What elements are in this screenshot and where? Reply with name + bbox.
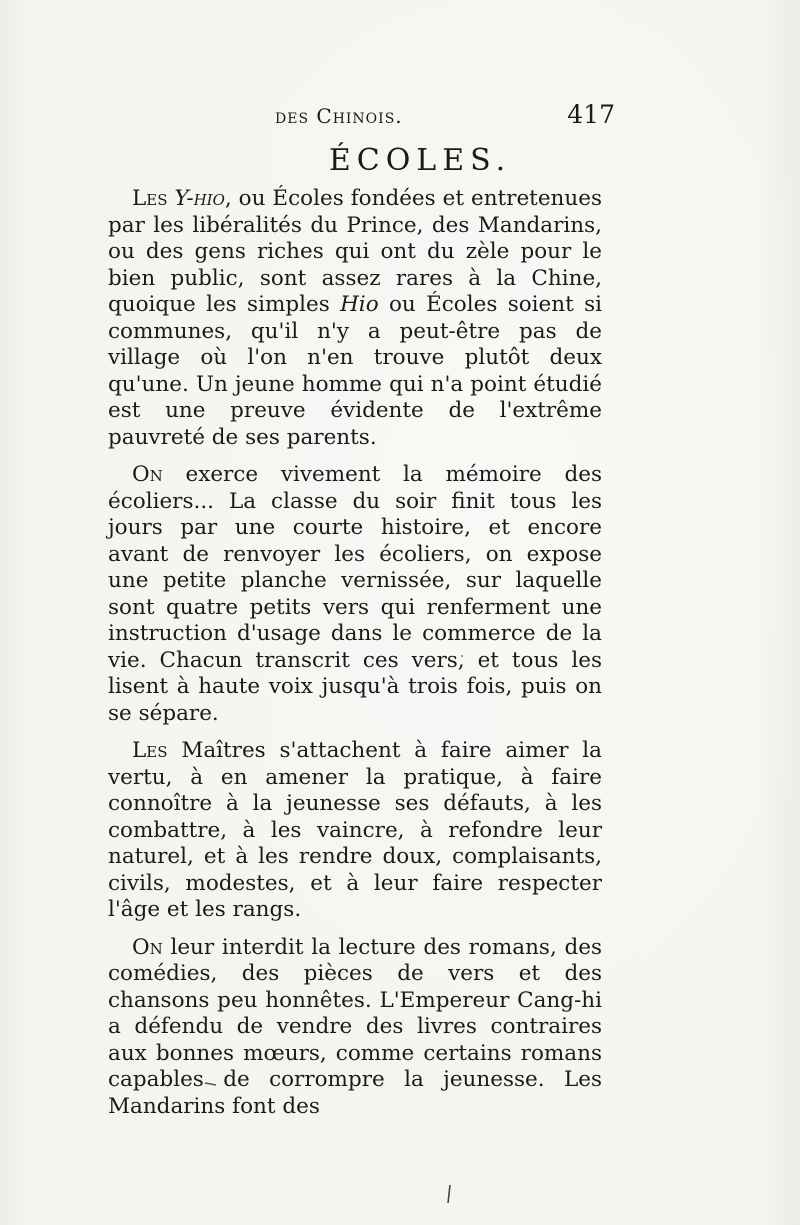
running-head-title: des Chinois. [275,104,403,128]
section-title: ÉCOLES. [328,143,512,178]
paragraph-lead: Les [132,186,168,211]
paragraph-text: ou Écoles soient si communes, qu'il n'y a peut-être pas de village où l'on n'en trouve plutôt deux qu'une. Un jeune homme qui n'a point étudié est une preuve évidente de l'extrême pauvreté de ses parents. [108,292,603,450]
ink-speck [448,1185,450,1203]
paragraph-lead: On [132,934,163,960]
italic-term: Hio [340,292,379,317]
paragraph-text: Maîtres s'attachent à faire aimer la vertu, à en amener la pratique, à faire connoître à la jeunesse ses défauts, à les combattre, à les vaincre, à refondre leur naturel, et à les rendre doux, complaisants, civils, modestes, et à leur faire respecter l'âge et les rangs. [108,738,602,922]
paragraph-lead: On [132,462,163,487]
paragraph [108,462,602,727]
running-head [255,100,615,130]
paragraph [108,738,602,924]
paragraph [108,186,602,451]
paragraph-text: leur interdit la lecture des romans, des comédies, des pièces de vers et des chansons peu honnêtes. L'Empereur Cang-hi a défendu de vendre des livres contraires aux bonnes mœurs, comme certains romans capables de corrompre la jeunesse. Les Mandarins font des [108,934,602,1119]
italic-term: Y-hio [174,186,225,211]
body-text [108,186,602,1131]
paragraph-lead: Les [132,738,168,763]
page-number: 417 [567,100,615,129]
paragraph-text: , ou Écoles fondées et entretenues par les libéralités du Prince, des Mandarins, ou des gens riches qui ont du zèle pour le bien public, sont assez rares à la Chine, quoique les simples [108,186,602,317]
paragraph-text: exerce vivement la mémoire des écoliers... La classe du soir finit tous les jours par une courte histoire, et encore avant de renvoyer les écoliers, on expose une petite planche vernissée, sur laquelle sont quatre petits vers qui renferment une instruction d'usage dans le commerce de la vie. Chacun transcrit ces vers, et tous les lisent à haute voix jusqu'à trois fois, puis on se sépare. [108,462,602,726]
paragraph [108,935,602,1121]
